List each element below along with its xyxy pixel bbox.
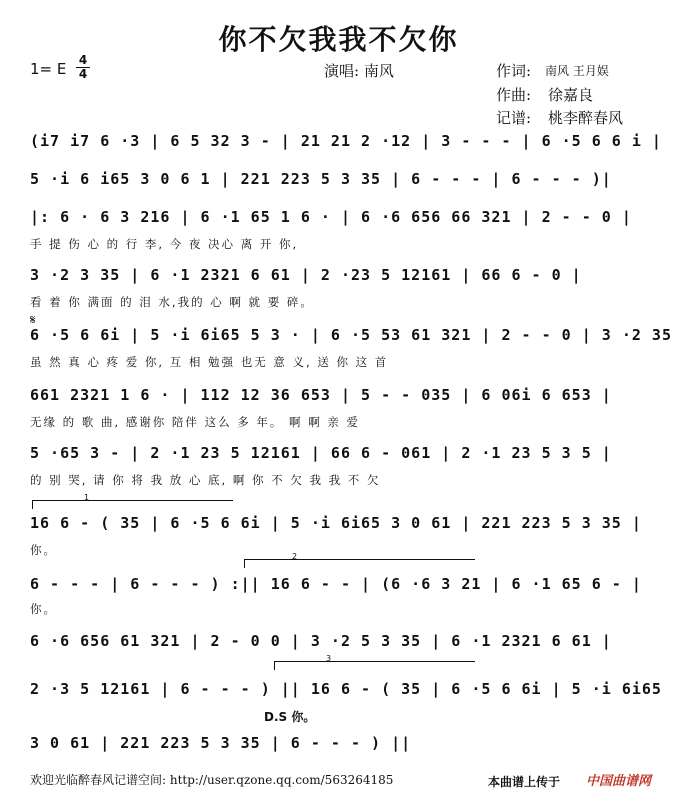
footer-website-text: 欢迎光临醉春风记谱空间: http://user.qzone.qq.com/563264185: [30, 773, 394, 787]
meter-top: 4: [78, 53, 88, 67]
volta-bracket-3: [274, 661, 475, 670]
lyric-line-9: 你。: [30, 602, 57, 616]
lyricist-name: 南风 王月娱: [545, 64, 609, 78]
volta-number-2: 2: [292, 552, 298, 561]
notation-line-3: |: 6 · 6 3 216 | 6 ·1 65 1 6 · | 6 ·6 656 66 321 | 2 - - 0 |: [30, 208, 632, 226]
composer-label: 作曲:: [496, 86, 532, 104]
notation-line-11: 2 ·3 5 12161 | 6 - - - ) || 16 6 - ( 35 | 6 ·5 6 6i | 5 ·i 6i65: [30, 680, 662, 698]
composer-name: 徐嘉良: [548, 86, 594, 104]
site-logo: 中国曲谱网: [586, 774, 652, 789]
time-signature: [76, 54, 90, 81]
notation-line-12: 3 0 61 | 221 223 5 3 35 | 6 - - - ) ||: [30, 734, 412, 752]
volta-number-1: 1: [84, 493, 90, 502]
lyric-line-7: 的 别 哭, 请 你 将 我 放 心 底, 啊 你 不 欠 我 我 不 欠: [30, 473, 381, 487]
key-signature: 1= E: [30, 60, 67, 78]
volta-bracket-1: [32, 500, 233, 509]
lyric-line-5: 虽 然 真 心 疼 爱 你, 互 相 勉强 也无 意 义, 送 你 这 首: [30, 355, 389, 369]
lyric-line-4: 看 着 你 满面 的 泪 水,我的 心 啊 就 要 碎。: [30, 295, 314, 309]
notation-line-2: 5 ·i 6 i65 3 0 6 1 | 221 223 5 3 35 | 6 - - - | 6 - - - )|: [30, 170, 612, 188]
notation-line-9: 6 - - - | 6 - - - ) :|| 16 6 - - | (6 ·6 3 21 | 6 ·1 65 6 - |: [30, 575, 642, 593]
notation-line-4: 3 ·2 3 35 | 6 ·1 2321 6 61 | 2 ·23 5 12161 | 66 6 - 0 |: [30, 266, 582, 284]
singer-credit: 演唱: 南风: [324, 62, 394, 80]
lyricist-label: 作词:: [496, 62, 532, 80]
notation-line-6: 661 2321 1 6 · | 112 12 36 653 | 5 - - 035 | 6 06i 6 653 |: [30, 386, 612, 404]
notation-line-8: 16 6 - ( 35 | 6 ·5 6 6i | 5 ·i 6i65 3 0 61 | 221 223 5 3 35 |: [30, 514, 642, 532]
lyric-line-8: 你。: [30, 543, 57, 557]
notation-line-1: (i7 i7 6 ·3 | 6 5 32 3 - | 21 21 2 ·12 | 3 - - - | 6 ·5 6 6 i |: [30, 132, 662, 150]
ds-marker: D.S 你。: [264, 710, 316, 724]
volta-number-3: 3: [326, 654, 332, 663]
notation-line-10: 6 ·6 656 61 321 | 2 - 0 0 | 3 ·2 5 3 35 | 6 ·1 2321 6 61 |: [30, 632, 612, 650]
transcriber-name: 桃李醉春风: [548, 109, 624, 127]
segno-sign: 𝄋: [30, 313, 36, 328]
notation-line-7: 5 ·65 3 - | 2 ·1 23 5 12161 | 66 6 - 061 | 2 ·1 23 5 3 5 |: [30, 444, 612, 462]
lyric-line-6: 无缘 的 歌 曲, 感谢你 陪伴 这么 多 年。 啊 啊 亲 爱: [30, 415, 361, 429]
song-title: 你不欠我我不欠你: [218, 23, 459, 56]
volta-bracket-2: [244, 559, 475, 568]
meter-bottom: 4: [76, 67, 90, 81]
footer-upload-text: 本曲谱上传于: [488, 775, 561, 789]
lyric-line-3: 手 提 伤 心 的 行 李, 今 夜 决心 离 开 你,: [30, 237, 299, 251]
notation-line-5: 6 ·5 6 6i | 5 ·i 6i65 5 3 · | 6 ·5 53 61 321 | 2 - - 0 | 3 ·2 35: [30, 326, 672, 344]
transcriber-label: 记谱:: [496, 109, 532, 127]
